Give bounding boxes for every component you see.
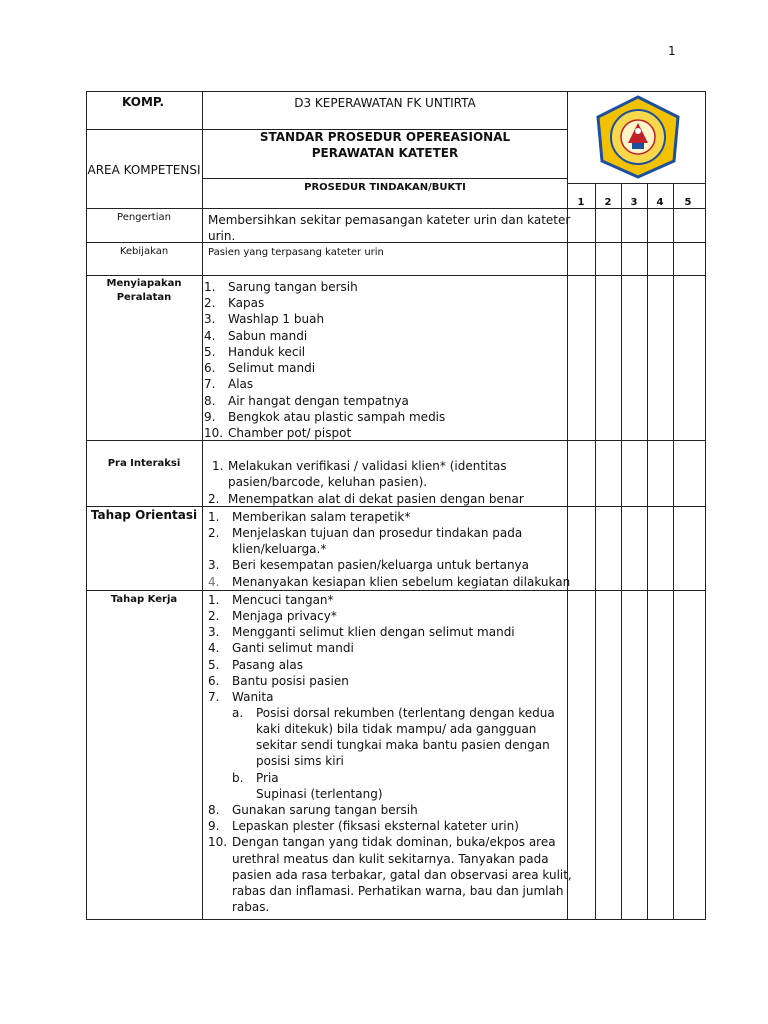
area-kompetensi-label: AREA KOMPETENSI (87, 163, 201, 177)
border-bottom (86, 919, 706, 920)
sop-title-line2: PERAWATAN KATETER (311, 146, 459, 160)
procedure-header: PROSEDUR TINDAKAN/BUKTI (304, 182, 466, 193)
header-line-komp (86, 129, 203, 130)
header-line-2 (202, 178, 568, 179)
pengertian-line2: urin. (208, 229, 236, 243)
list-item-continued: rabas. (232, 900, 270, 914)
score-header-1: 1 (577, 197, 585, 208)
peralatan-label-line2: Peralatan (116, 292, 172, 303)
row-line-kerja (86, 590, 706, 591)
sub-list-item-continued: sekitar sendi tungkai maka bantu pasien dengan (256, 738, 550, 752)
kebijakan-label: Kebijakan (119, 246, 169, 257)
sop-title-line1: STANDAR PROSEDUR OPEREASIONAL (259, 130, 511, 144)
komp-label: KOMP. (122, 95, 165, 109)
peralatan-label-line1: Menyiapakan (106, 278, 182, 289)
score-header-5: 5 (684, 197, 692, 208)
sub-list-item-continued: kaki ditekuk) bila tidak mampu/ ada gangguan (256, 722, 537, 736)
score-divider-3 (647, 183, 648, 920)
list-item-continued: urethral meatus dan kulit sekitarnya. Tanyakan pada (232, 852, 549, 866)
row-line-pra (86, 440, 706, 441)
list-item-continued: rabas dan inflamasi. Perhatikan warna, bau dan jumlah (232, 884, 564, 898)
sub-list-item-continued: Supinasi (terlentang) (256, 787, 383, 801)
score-divider-4 (673, 183, 674, 920)
row-line-pengertian (86, 208, 706, 209)
score-divider-1 (595, 183, 596, 920)
pra-interaksi-label: Pra Interaksi (107, 458, 181, 469)
page-number: 1 (668, 44, 676, 58)
sop-title (202, 129, 568, 161)
list-item-continued: klien/keluarga.* (232, 542, 327, 556)
border-top (86, 91, 706, 92)
pengertian-label: Pengertian (117, 212, 171, 223)
score-header-3: 3 (630, 197, 638, 208)
kebijakan-text: Pasien yang terpasang kateter urin (208, 247, 384, 258)
list-item-continued: pasien/barcode, keluhan pasien). (228, 475, 428, 489)
score-header-4: 4 (656, 197, 664, 208)
orientasi-label: Tahap Orientasi (90, 508, 198, 522)
pengertian-line1: Membersihkan sekitar pemasangan kateter urin dan kateter (208, 213, 571, 227)
row-line-kebijakan (86, 242, 706, 243)
sop-table: KOMP. D3 KEPERAWATAN FK UNTIRTA AREA KOMPETENSI STANDAR PROSEDUR OPEREASIONAL PERAWATAN KATETER PROSEDUR TINDAKAN/BUKTI 1 2 3 4 5 Pengertian Membersihkan sekitar pemasangan kateter urin dan kateter urin. Kebijakan Pasien yang terpasang kateter urin Menyiapakan Peralatan 1. Sarung tangan bersih 2. Kapas 3. Washlap 1 buah 4. Sabun mandi 5. Handuk kecil 6. Selimut mandi 7. Alas 8. Air hangat dengan tempatnya 9. Bengkok atau plastic sampah medis 10. Chamber pot/ pispot Pra Interaksi 1. Melakukan verifikasi / validasi klien* (identitas pasien/barcode, keluhan pasien). 2. Menempatkan alat di dekat pasien dengan benar Tahap Orientasi 1. Memberikan salam terapetik* 2. Menjelaskan tujuan dan prosedur tindakan pada klien/keluarga.* 3. Beri kesempatan pasien/keluarga untuk bertanya 4. Menanyakan kesiapan klien sebelum kegiatan dilakukan Tahap Kerja 1. Mencuci tangan* 2. Menjaga privacy* 3. Mengganti selimut klien dengan selimut mandi 4. Ganti selimut mandi 5. Pasang alas 6. Bantu posisi pasien 7. Wanita a. Posisi dorsal rekumben (terlentang dengan kedua kaki ditekuk) bila tidak mampu/ ada gangguan sekitar sendi tungkai maka bantu pasien dengan posisi sims kiri b. Pria Supinasi (terlentang) 8. Gunakan sarung tangan bersih 9. Lepaskan plester (fiksasi eksternal kateter urin) 10. Dengan tangan yang tidak dominan, buka/ekpos area urethral meatus dan kulit sekitarnya. Tanyakan pada pasien ada rasa terbakar, gatal dan observasi area kulit, rabas dan inflamasi. Perhatikan warna, bau dan jumlah rabas. (86, 91, 706, 920)
score-divider-2 (621, 183, 622, 920)
list-item-continued: pasien ada rasa terbakar, gatal dan observasi area kulit, (232, 868, 572, 882)
score-header-2: 2 (604, 197, 612, 208)
kerja-label: Tahap Kerja (110, 594, 178, 605)
sub-list-item-continued: posisi sims kiri (256, 754, 344, 768)
header-line-logo (567, 183, 706, 184)
university-logo (594, 95, 682, 179)
row-line-peralatan (86, 275, 706, 276)
peralatan-label (86, 277, 202, 305)
institution-name: D3 KEPERAWATAN FK UNTIRTA (294, 96, 476, 110)
